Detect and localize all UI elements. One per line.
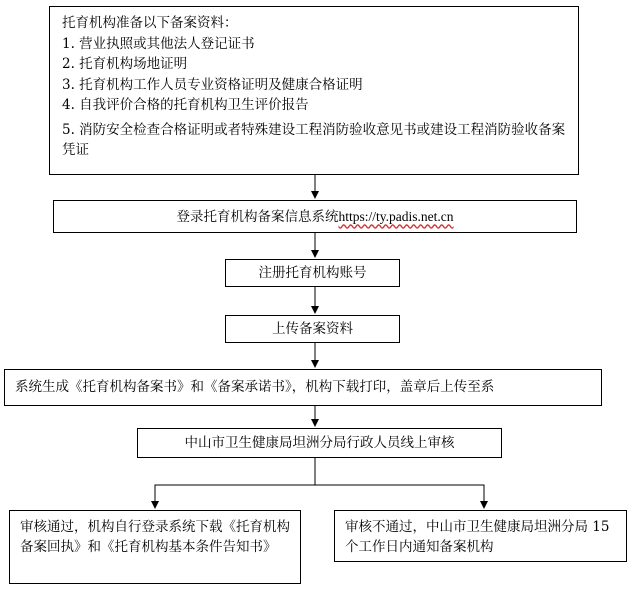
review-step-box	[137, 428, 502, 458]
branch-connector-right	[315, 485, 484, 508]
review-fail-text: 审核不通过，中山市卫生健康局坦洲分局 15 个工作日内通知备案机构	[345, 519, 610, 555]
materials-list	[62, 34, 568, 161]
login-step-box	[53, 200, 577, 233]
upload-step-text: 上传备案资料	[272, 321, 353, 337]
register-step-box	[225, 259, 400, 287]
login-step-text: 登录托育机构备案信息系统	[176, 208, 339, 225]
materials-item: 5. 消防安全检查合格证明或者特殊建设工程消防验收意见书或建设工程消防验收备案凭证	[62, 121, 566, 158]
materials-item: 4. 自我评价合格的托育机构卫生评价报告	[62, 97, 309, 113]
materials-item: 2. 托育机构场地证明	[62, 56, 188, 72]
generate-step-text: 系统生成《托育机构备案书》和《备案承诺书》，机构下载打印，盖章后上传至系	[15, 379, 495, 395]
branch-connector	[155, 458, 315, 508]
review-pass-text: 审核通过，机构自行登录系统下载《托育机构备案回执》和《托育机构基本条件告知书》	[20, 519, 290, 555]
generate-step-box	[4, 369, 602, 406]
materials-item: 3. 托育机构工作人员专业资格证明及健康合格证明	[62, 76, 363, 93]
materials-item: 1. 营业执照或其他法人登记证书	[62, 35, 255, 52]
upload-step-box	[225, 315, 400, 343]
review-fail-box	[334, 510, 627, 562]
register-step-text: 注册托育机构账号	[258, 265, 367, 281]
system-url: https://ty.padis.net.cn	[338, 208, 454, 224]
review-pass-box	[9, 510, 301, 584]
review-step-text: 中山市卫生健康局坦洲分局行政人员线上审核	[184, 435, 455, 451]
materials-title: 托育机构准备以下备案资料：	[62, 15, 238, 31]
materials-box	[49, 6, 579, 175]
